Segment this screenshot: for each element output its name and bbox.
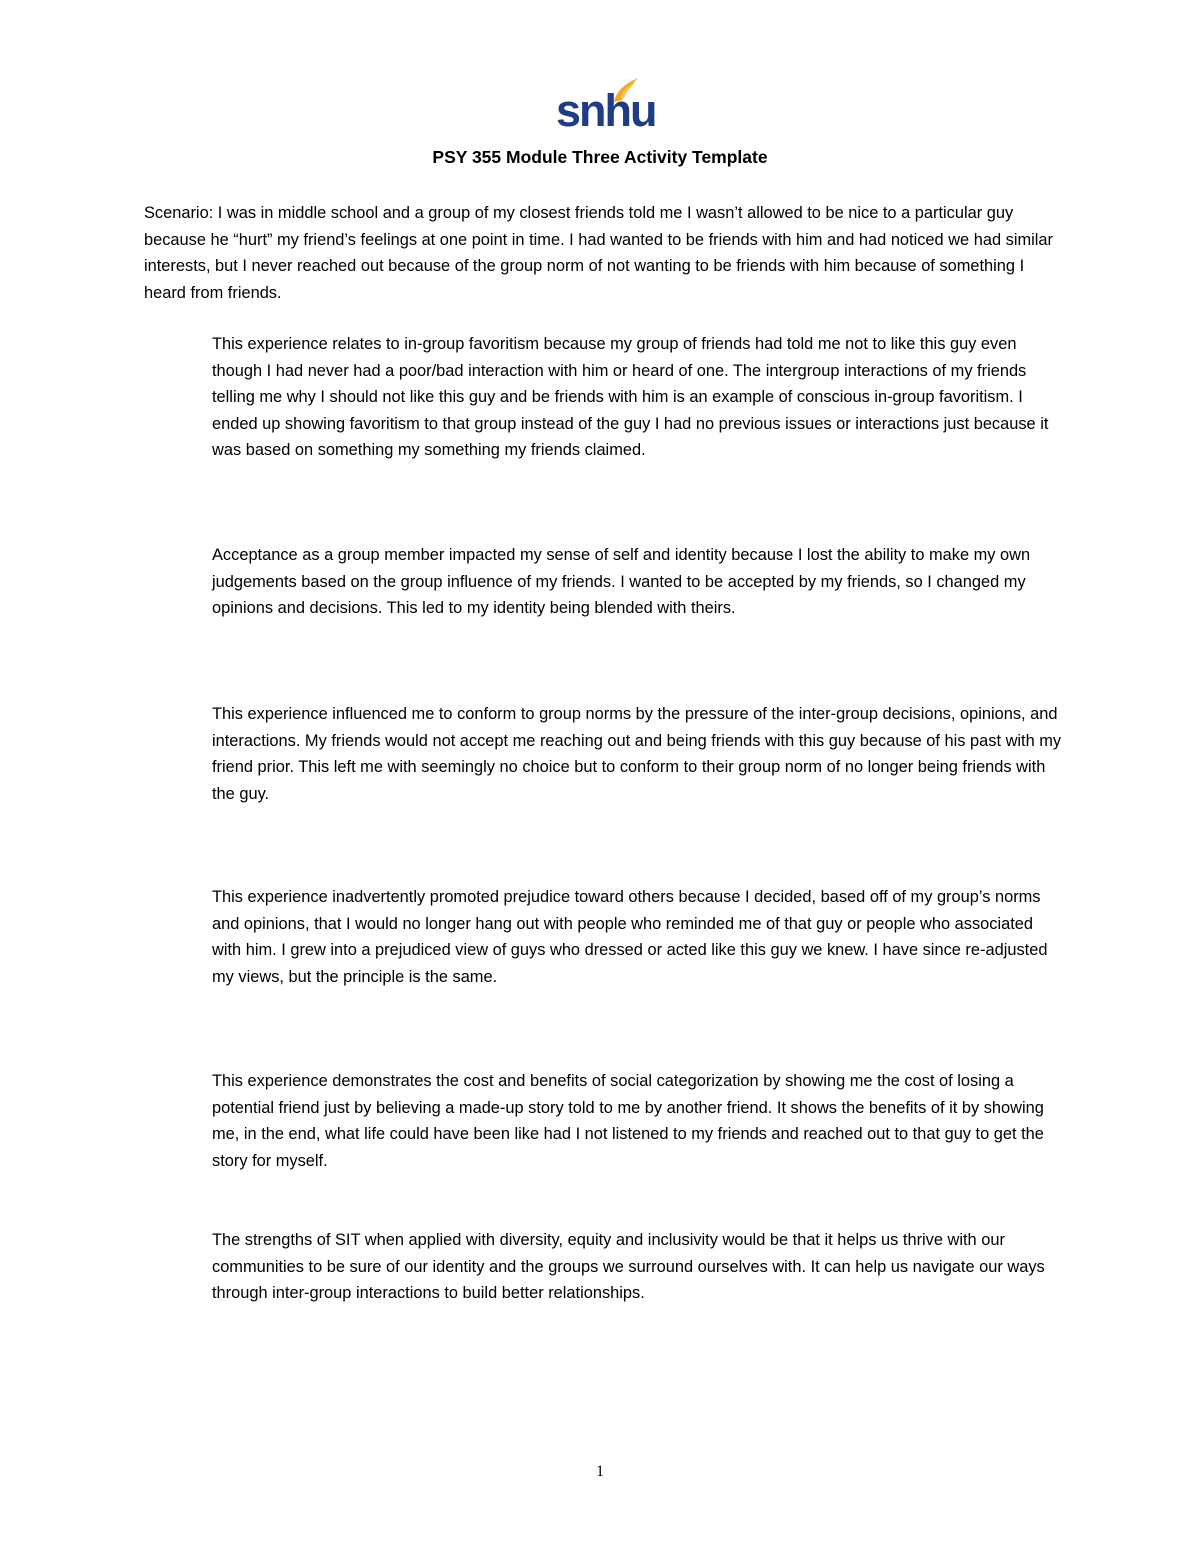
paragraph-prejudice: This experience inadvertently promoted prejudice toward others because I decided, based off of my group’s norms and opinions, that I would no longer hang out with people who reminded me of that guy or people who associated with him. I grew into a prejudiced view of guys who dressed or acted like this guy we knew. I have since re-adjusted my views, but the principle is the same. [212, 888, 1048, 986]
paragraph-sit-strengths: The strengths of SIT when applied with diversity, equity and inclusivity would be that it helps us thrive with our communities to be sure of our identity and the groups we surround ourselves with. It can help us navigate our ways through inter-group interactions to build better relationships. [212, 1231, 1045, 1302]
paragraph-identity: Acceptance as a group member impacted my sense of self and identity because I lost the ability to make my own judgements based on the group influence of my friends. I wanted to be accepted by my friends, so I changed my opinions and decisions. This led to my identity being blended with theirs. [212, 546, 1031, 617]
scenario-paragraph: Scenario: I was in middle school and a group of my closest friends told me I wasn’t allowed to be nice to a particular guy because he “hurt” my friend’s feelings at one point in time. I had wanted to be friends with him and had noticed we had similar interests, but I never reached out because of the group norm of not wanting to be friends with him because of something I heard from friends. [144, 204, 1053, 302]
paragraph-social-categorization: This experience demonstrates the cost and benefits of social categorization by showing me the cost of losing a potential friend just by believing a made-up story told to me by another friend. It shows the benefits of it by showing me, in the end, what life could have been like had I not listened to my friends and reached out to that guy to get the story for myself. [212, 1072, 1044, 1170]
paragraph-conformity: This experience influenced me to conform to group norms by the pressure of the inter-group decisions, opinions, and interactions. My friends would not accept me reaching out and being friends with this guy because of his past with my friend prior. This left me with seemingly no choice but to conform to their group norm of no longer being friends with the guy. [212, 705, 1062, 803]
snhu-logo [556, 74, 656, 136]
logo-text: snhu [556, 85, 656, 136]
document-title: PSY 355 Module Three Activity Template [432, 147, 768, 167]
paragraph-in-group-favoritism: This experience relates to in-group favoritism because my group of friends had told me not to like this guy even though I had never had a poor/bad interaction with him or heard of one. The intergroup interactions of my friends telling me why I should not like this guy and be friends with him is an example of conscious in-group favoritism. I ended up showing favoritism to that group instead of the guy I had no previous issues or interactions just because it was based on something my something my friends claimed. [212, 335, 1049, 459]
page-number: 1 [596, 1463, 604, 1480]
